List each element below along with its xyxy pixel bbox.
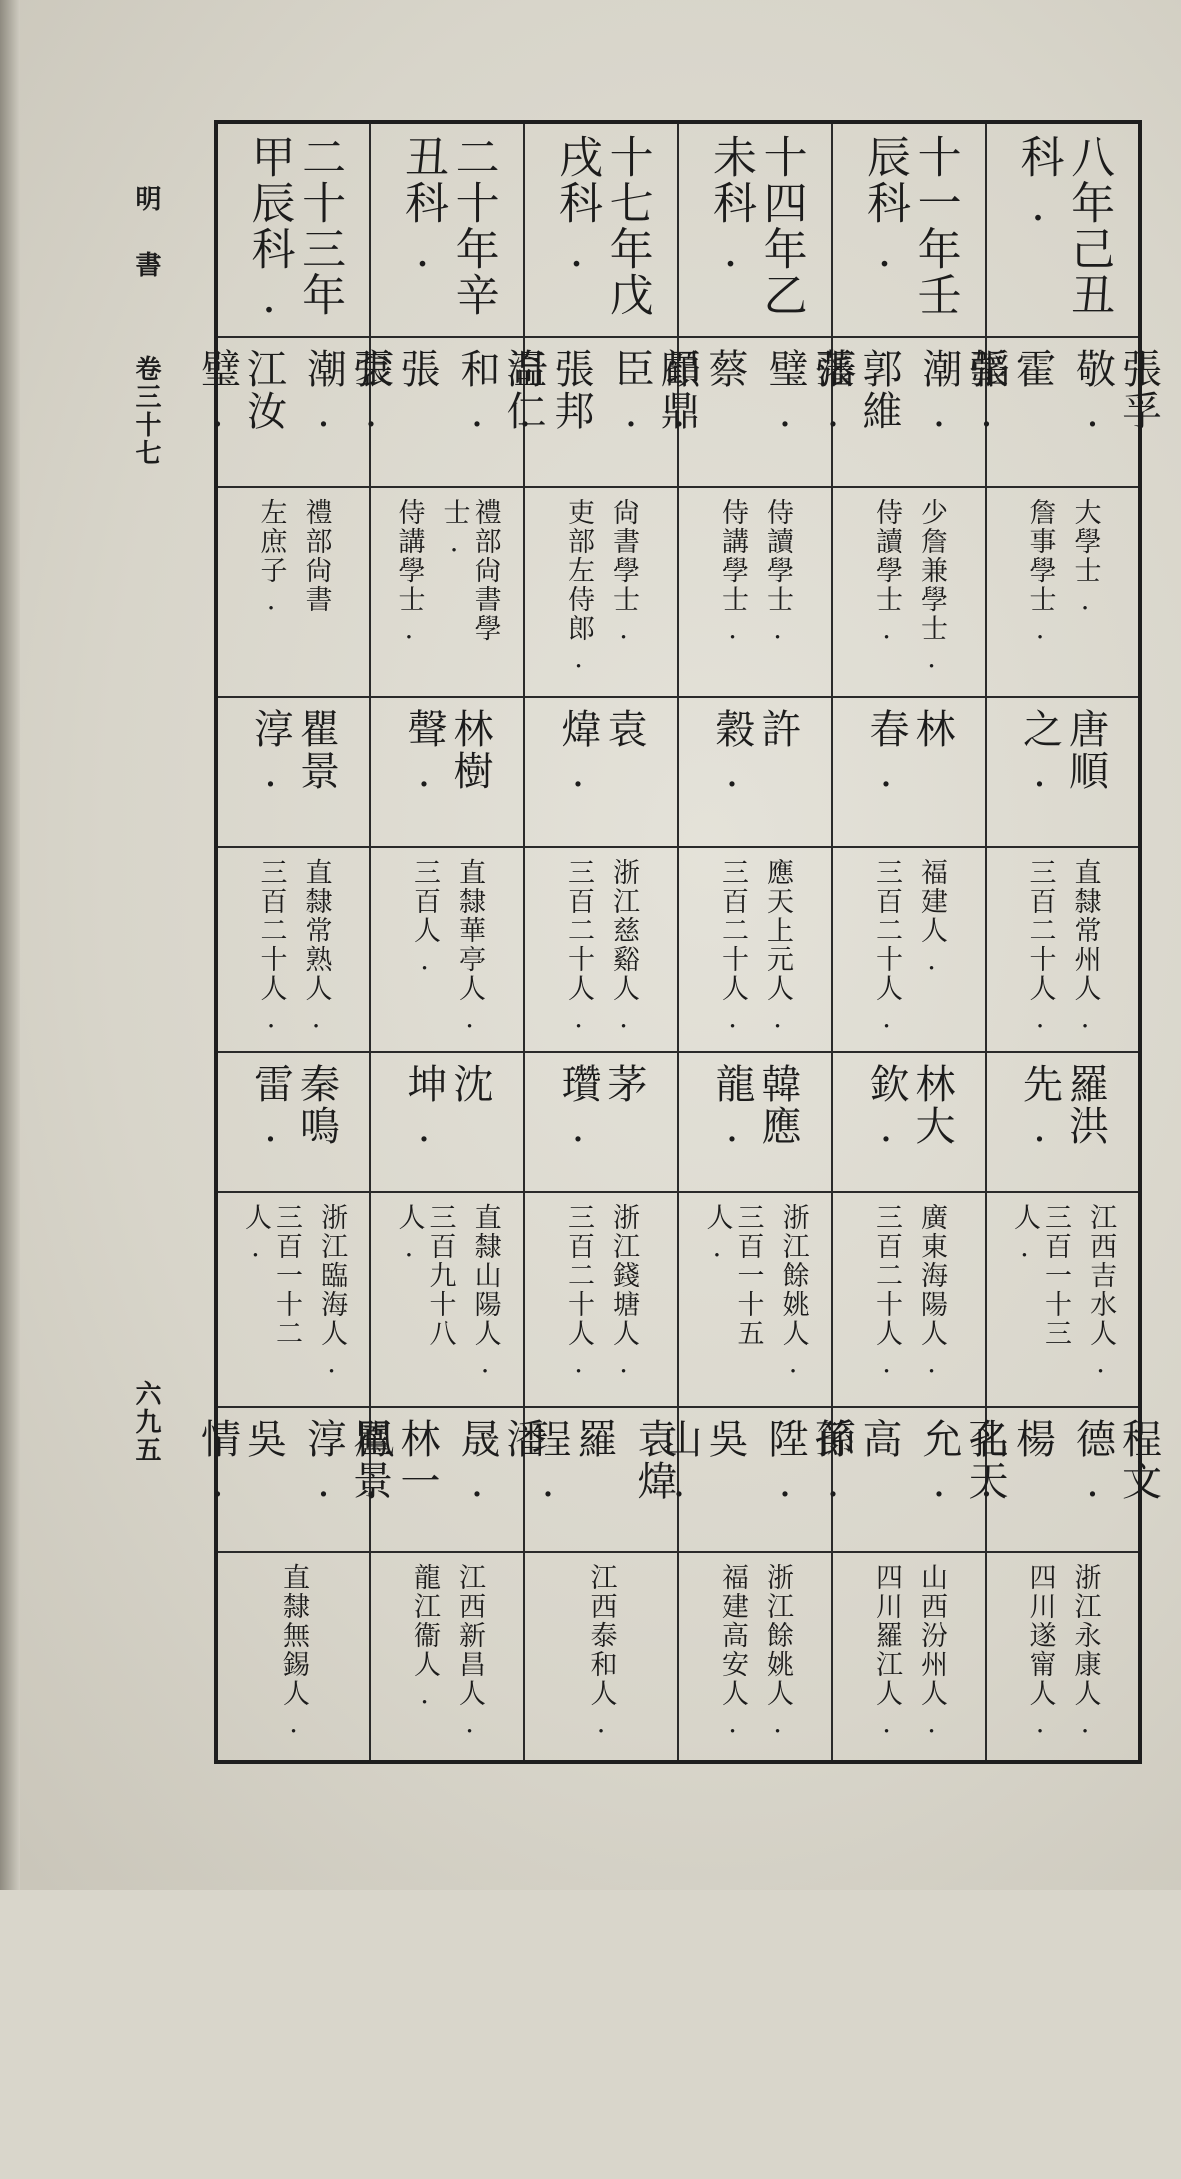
examiner-name: 張潮.: [300, 348, 393, 438]
cell-examiners-2: [656, 337, 854, 487]
exam-year-label: 二十三年甲辰科.: [243, 134, 346, 325]
page-number-text: 六九五: [130, 1380, 161, 1464]
origin-text: 福建人.: [916, 858, 948, 978]
second-place-name: 韓應龍.: [709, 1063, 801, 1153]
exam-year-label: 十四年乙未科.: [705, 134, 807, 318]
cell-examiners-0: [963, 337, 1162, 487]
cell-second-4: [370, 1052, 524, 1192]
examiner-name: 江汝璧.: [194, 348, 287, 438]
third-place-name: 孔天允.: [916, 1418, 1008, 1508]
cell-first-origin-1: [832, 847, 986, 1052]
third-place-name: 高節.: [810, 1418, 902, 1508]
cell-second-2: [678, 1052, 832, 1192]
third-place-name: 林一鳳.: [348, 1418, 440, 1508]
candidate-count: 三百一十三人.: [1008, 1203, 1072, 1348]
cell-third-3: [524, 1407, 678, 1552]
row-examiner-titles: [216, 487, 1140, 697]
examiner-title: 詹事學士.: [1024, 498, 1056, 647]
candidate-count: 三百人.: [409, 858, 440, 978]
row-first-place: [216, 697, 1140, 847]
examiner-title: 吏部左侍郎.: [563, 498, 594, 676]
candidate-count: 三百一十二人.: [239, 1203, 303, 1348]
third-place-name: 程文德.: [1069, 1418, 1162, 1508]
origin-text: 四川羅江人.: [871, 1563, 902, 1741]
origin-text: 應天上元人.: [762, 858, 794, 1036]
cell-second-origin-4: [370, 1192, 524, 1407]
cell-first-origin-3: [524, 847, 678, 1052]
first-place-name: 唐順之.: [1016, 708, 1109, 798]
row-examiners: [216, 337, 1140, 487]
origin-text: 直隸華亭人.: [454, 858, 486, 1036]
candidate-count: 三百二十人.: [255, 858, 287, 1036]
row-third-place: [216, 1407, 1140, 1552]
cell-titles-1: [832, 487, 986, 697]
examiner-name: 張孚敬.: [1069, 348, 1162, 438]
cell-first-origin-2: [678, 847, 832, 1052]
third-place-name: 楊名.: [963, 1418, 1056, 1508]
candidate-count: 三百九十八人.: [393, 1203, 456, 1348]
cell-second-origin-5: [216, 1192, 370, 1407]
examiner-name: 張邦奇.: [502, 348, 594, 438]
origin-text: 江西新昌人.: [454, 1563, 486, 1741]
cell-second-1: [832, 1052, 986, 1192]
examiner-title: 禮部尙書學士.: [438, 498, 501, 643]
third-place-name: 袁煒: [631, 1418, 677, 1502]
examiner-title: 侍講學士.: [717, 498, 748, 647]
examiner-title: 禮部尙書: [300, 498, 332, 614]
cell-year-0: [986, 122, 1140, 337]
examiner-title: 侍讀學士.: [871, 498, 902, 647]
cell-third-origin-0: [986, 1552, 1140, 1762]
origin-text: 直隸無錫人.: [278, 1563, 310, 1741]
cell-third-origin-3: [524, 1552, 678, 1762]
margin-volume: [128, 355, 162, 467]
margin-book-title: [128, 185, 162, 317]
cell-examiners-5: [194, 337, 393, 487]
first-place-name: 林春.: [863, 708, 955, 798]
row-first-origin: [216, 847, 1140, 1052]
origin-text: 直隸常熟人.: [300, 858, 332, 1036]
cell-third-0: [963, 1407, 1162, 1552]
exam-year-label: 十一年壬辰科.: [859, 134, 961, 318]
examiner-name: 温仁和.: [454, 348, 546, 438]
origin-text: 龍江衞人.: [409, 1563, 440, 1712]
cell-year-3: [524, 122, 678, 337]
examiner-title: 尙書學士.: [608, 498, 640, 647]
cell-first-origin-0: [986, 847, 1140, 1052]
cell-third-origin-4: [370, 1552, 524, 1762]
book-title-text: 明書: [130, 185, 161, 317]
third-place-name: 瞿景淳.: [300, 1418, 393, 1508]
first-place-name: 林樹聲.: [401, 708, 493, 798]
origin-text: 直隸常州人.: [1069, 858, 1101, 1036]
row-exam-year: [216, 122, 1140, 337]
examiner-name: 顧鼎臣.: [608, 348, 700, 438]
cell-first-1: [832, 697, 986, 847]
examiner-name: 郭維藩.: [810, 348, 902, 438]
cell-third-4: [348, 1407, 546, 1552]
cell-first-3: [524, 697, 678, 847]
origin-text: 四川遂甯人.: [1024, 1563, 1056, 1741]
book-spine-shadow: [0, 0, 20, 1890]
first-place-name: 瞿景淳.: [247, 708, 340, 798]
third-place-name: 羅珵.: [525, 1418, 617, 1508]
cell-titles-2: [678, 487, 832, 697]
cell-year-4: [370, 122, 524, 337]
candidate-count: 三百二十人.: [563, 1203, 594, 1381]
origin-text: 山西汾州人.: [916, 1563, 948, 1741]
cell-examiners-3: [502, 337, 700, 487]
cell-second-origin-1: [832, 1192, 986, 1407]
origin-text: 浙江永康人.: [1069, 1563, 1101, 1741]
cell-first-5: [216, 697, 370, 847]
examiner-title: 左庶子.: [255, 498, 287, 618]
cell-second-origin-0: [986, 1192, 1140, 1407]
origin-text: 浙江錢塘人.: [608, 1203, 640, 1381]
examiner-name: 張潮.: [916, 348, 1008, 438]
origin-text: 浙江餘姚人.: [777, 1203, 809, 1381]
cell-titles-4: [370, 487, 524, 697]
cell-second-0: [986, 1052, 1140, 1192]
cell-first-4: [370, 697, 524, 847]
first-place-name: 許穀.: [709, 708, 801, 798]
third-place-name: 吳情.: [194, 1418, 287, 1508]
examiner-name: 蔡昂.: [656, 348, 748, 438]
cell-first-0: [986, 697, 1140, 847]
third-place-name: 吳山.: [656, 1418, 748, 1508]
cell-third-origin-5: [216, 1552, 370, 1762]
volume-text: 卷三十七: [130, 355, 161, 467]
cell-titles-5: [216, 487, 370, 697]
cell-year-1: [832, 122, 986, 337]
second-place-name: 羅洪先.: [1016, 1063, 1109, 1153]
candidate-count: 三百二十人.: [871, 858, 902, 1036]
origin-text: 福建高安人.: [717, 1563, 748, 1741]
candidate-count: 三百二十人.: [563, 858, 594, 1036]
cell-first-2: [678, 697, 832, 847]
examiner-name: 張璧.: [762, 348, 854, 438]
candidate-count: 三百一十五人.: [701, 1203, 764, 1348]
third-place-name: 孫陞.: [762, 1418, 854, 1508]
cell-third-origin-2: [678, 1552, 832, 1762]
second-place-name: 茅瓚.: [555, 1063, 647, 1153]
examiner-title: 侍讀學士.: [762, 498, 794, 647]
second-place-name: 林大欽.: [863, 1063, 955, 1153]
cell-third-5: [194, 1407, 393, 1552]
row-second-origin: [216, 1192, 1140, 1407]
candidate-count: 三百二十人.: [717, 858, 748, 1036]
row-third-origin: [216, 1552, 1140, 1762]
examiner-title: 侍講學士.: [393, 498, 425, 647]
cell-second-origin-3: [524, 1192, 678, 1407]
origin-text: 江西吉水人.: [1085, 1203, 1117, 1381]
cell-titles-0: [986, 487, 1140, 697]
cell-second-3: [524, 1052, 678, 1192]
exam-register-table: [194, 120, 1162, 1764]
origin-text: 浙江臨海人.: [316, 1203, 348, 1381]
cell-first-origin-4: [370, 847, 524, 1052]
margin-page-number: [128, 1380, 162, 1464]
origin-text: 浙江慈谿人.: [608, 858, 640, 1036]
candidate-count: 三百二十人.: [871, 1203, 902, 1381]
cell-third-2: [656, 1407, 854, 1552]
second-place-name: 沈坤.: [401, 1063, 493, 1153]
cell-second-origin-2: [678, 1192, 832, 1407]
examiner-name: 霍韜.: [963, 348, 1056, 438]
origin-text: 廣東海陽人.: [916, 1203, 948, 1381]
second-place-name: 秦鳴雷.: [247, 1063, 340, 1153]
candidate-count: 三百二十人.: [1024, 858, 1056, 1036]
cell-third-origin-1: [832, 1552, 986, 1762]
cell-year-5: [216, 122, 370, 337]
origin-text: 直隸山陽人.: [469, 1203, 501, 1381]
cell-year-2: [678, 122, 832, 337]
exam-year-label: 八年己丑科.: [1012, 134, 1115, 318]
examiner-title: 少詹兼學士.: [916, 498, 948, 676]
exam-year-label: 二十年辛丑科.: [397, 134, 499, 318]
third-place-name: 潘晟.: [454, 1418, 546, 1508]
cell-second-5: [216, 1052, 370, 1192]
exam-year-label: 十七年戊戌科.: [551, 134, 653, 318]
origin-text: 浙江餘姚人.: [762, 1563, 794, 1741]
cell-first-origin-5: [216, 847, 370, 1052]
first-place-name: 袁煒.: [555, 708, 647, 798]
cell-examiners-4: [348, 337, 546, 487]
origin-text: 江西泰和人.: [585, 1563, 617, 1741]
examiner-name: 張袞.: [348, 348, 440, 438]
cell-titles-3: [524, 487, 678, 697]
examiner-title: 大學士.: [1069, 498, 1101, 618]
row-second-place: [216, 1052, 1140, 1192]
